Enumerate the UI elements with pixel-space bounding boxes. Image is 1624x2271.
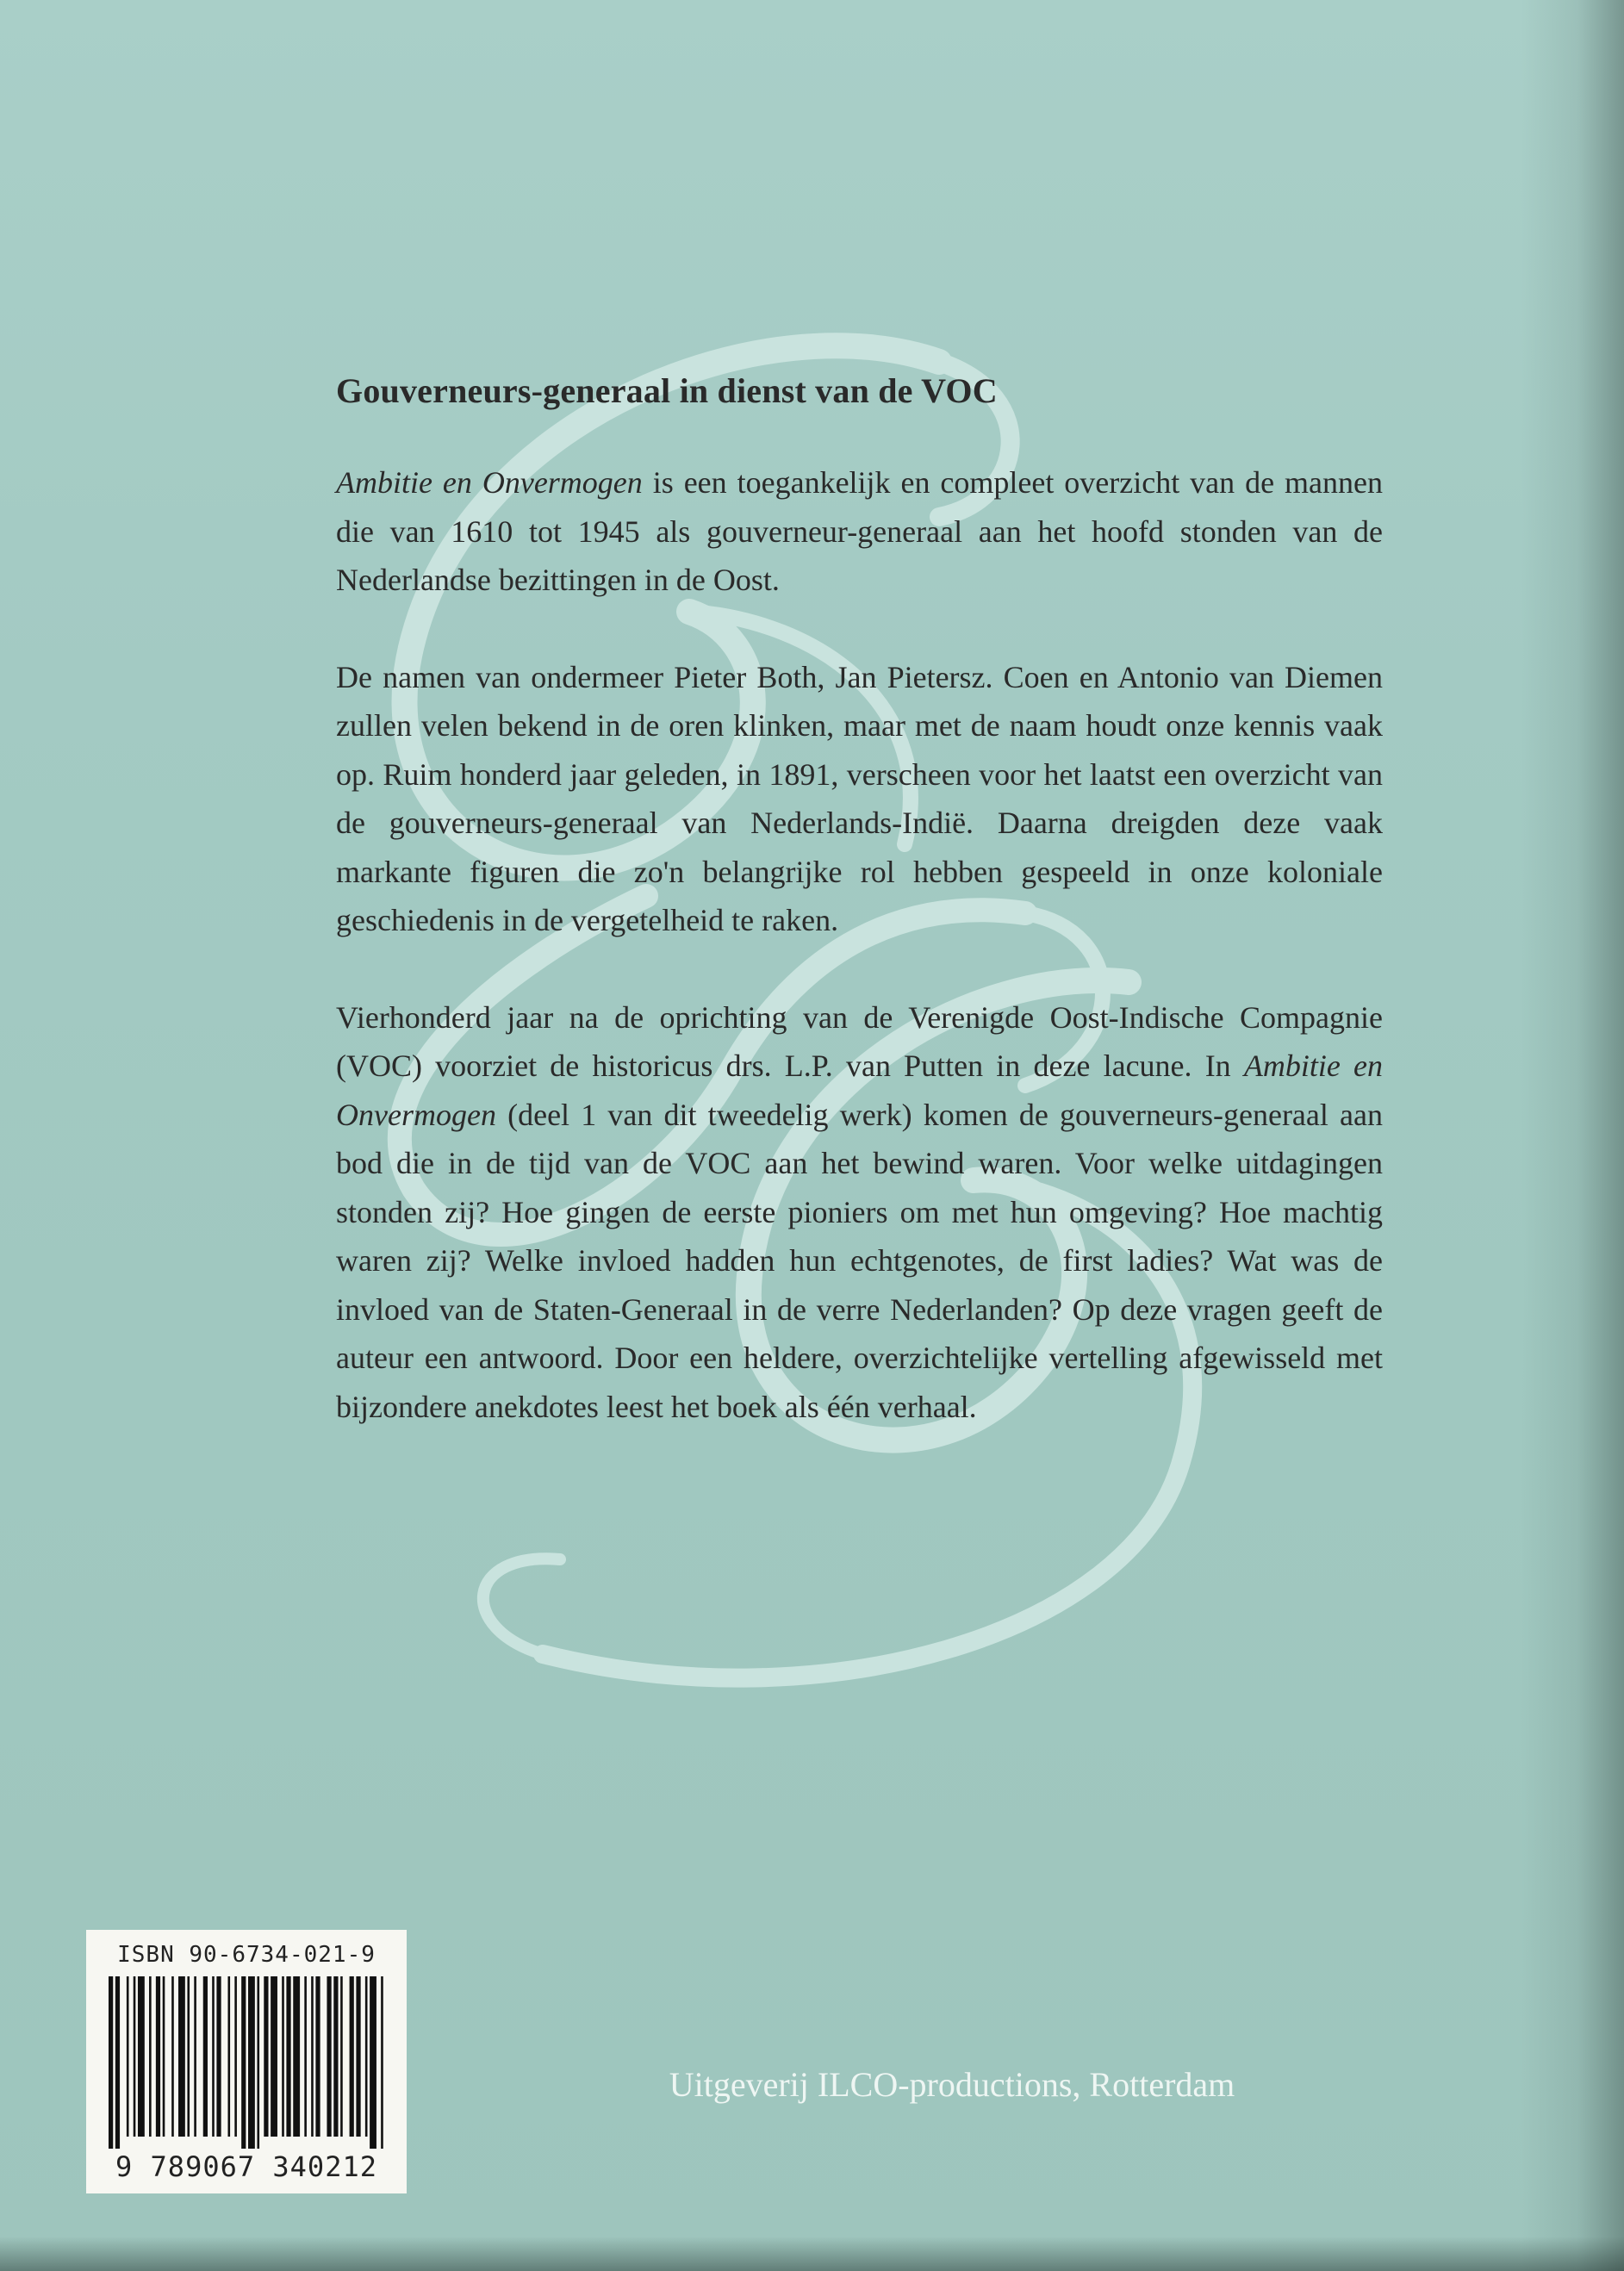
barcode-bar xyxy=(257,1976,259,2149)
barcode-bar xyxy=(356,1976,360,2137)
barcode-bar xyxy=(127,1976,129,2137)
barcode-bar xyxy=(333,1976,338,2137)
barcode-bar xyxy=(194,1976,196,2137)
barcode-bar xyxy=(212,1976,215,2137)
barcode-bar xyxy=(109,1976,113,2149)
barcode-bar xyxy=(216,1976,221,2137)
barcode-bar xyxy=(227,1976,230,2137)
barcode-bar xyxy=(365,1976,368,2137)
barcode-bar xyxy=(178,1976,185,2137)
bottom-edge-shadow xyxy=(0,2237,1624,2271)
blurb-paragraph-3 xyxy=(336,993,1383,1432)
barcode-bar xyxy=(134,1976,136,2137)
barcode-bar xyxy=(340,1976,343,2137)
ean-number: 9 789067 340212 xyxy=(115,2150,377,2183)
barcode-bar xyxy=(304,1976,307,2137)
barcode-bar xyxy=(115,1976,120,2149)
barcode-bar xyxy=(171,1976,174,2137)
barcode-bar xyxy=(156,1976,160,2137)
blurb-paragraph-1 xyxy=(336,458,1383,605)
paragraph-3-text-after: (deel 1 van dit tweedelig werk) komen de gouverneurs-generaal aan bod die in de tijd van de VOC aan het bewind waren. Voor welke uitdagingen stonden zij? Hoe gingen de eerste pioniers om met hun omgeving? Hoe machtig waren zij? Welke invloed hadden hun echtgenotes, de first ladies? Wat was de invloed van de Staten-Generaal in de verre Nederlanden? Op deze vragen geeft de auteur een antwoord. Door een heldere, overzichtelijke vertelling afgewisseld met bijzondere anekdotes leest het boek als één verhaal. xyxy=(336,1097,1383,1424)
barcode-label xyxy=(86,1930,407,2193)
barcode-bar xyxy=(149,1976,152,2137)
blurb-heading: Gouverneurs-generaal in dienst van de VOC xyxy=(336,371,998,410)
barcode-bar xyxy=(381,1976,383,2149)
publisher-imprint: Uitgeverij ILCO-productions, Rotterdam xyxy=(669,2065,1235,2104)
barcode-bar xyxy=(271,1976,277,2137)
paragraph-3-text-before: Vierhonderd jaar na de oprichting van de Verenigde Oost-Indische Compagnie (VOC) voorziet de historicus drs. L.P. van Putten in deze lacune. In xyxy=(336,999,1383,1083)
barcode-bar xyxy=(370,1976,376,2149)
barcode-bar xyxy=(203,1976,208,2137)
paragraph-1-text: is een toegankelijk en compleet overzicht van de mannen die van 1610 tot 1945 als gouverneur-generaal aan het hoofd stonden van de Nederlandse bezittingen in de Oost. xyxy=(336,465,1383,597)
barcode-bar xyxy=(327,1976,331,2137)
barcode-bar xyxy=(234,1976,237,2137)
blurb xyxy=(336,370,1383,1479)
barcode-bar xyxy=(241,1976,246,2149)
barcode-bar xyxy=(282,1976,284,2137)
book-title-italic: Ambitie en Onvermogen xyxy=(336,1048,1384,1132)
barcode-bar xyxy=(293,1976,300,2137)
blurb-paragraph-2: De namen van ondermeer Pieter Both, Jan Pietersz. Coen en Antonio van Diemen zullen velen bekend in de oren klinken, maar met de naam houdt onze kennis vaak op. Ruim honderd jaar geleden, in 1891, verscheen voor het laatst een overzicht van de gouverneurs-generaal van Nederlands-Indië. Daarna dreigden deze vaak markante figuren die zo'n belangrijke rol hebben gespeeld in onze koloniale geschiedenis in de vergetelheid te raken. xyxy=(336,659,1383,937)
barcode-bars xyxy=(107,1976,389,2149)
isbn-number: ISBN 90-6734-021-9 xyxy=(117,1942,376,1968)
barcode-bar xyxy=(138,1976,145,2137)
barcode-bar xyxy=(264,1976,268,2137)
barcode-bar xyxy=(350,1976,354,2137)
book-title-italic: Ambitie en Onvermogen xyxy=(336,465,643,500)
spine-edge-shadow xyxy=(1521,0,1624,2271)
barcode-bar xyxy=(286,1976,290,2137)
barcode-bar xyxy=(187,1976,190,2137)
barcode-bar xyxy=(315,1976,320,2137)
barcode-bar xyxy=(248,1976,255,2149)
barcode-bar xyxy=(163,1976,165,2137)
barcode-bar xyxy=(311,1976,314,2137)
